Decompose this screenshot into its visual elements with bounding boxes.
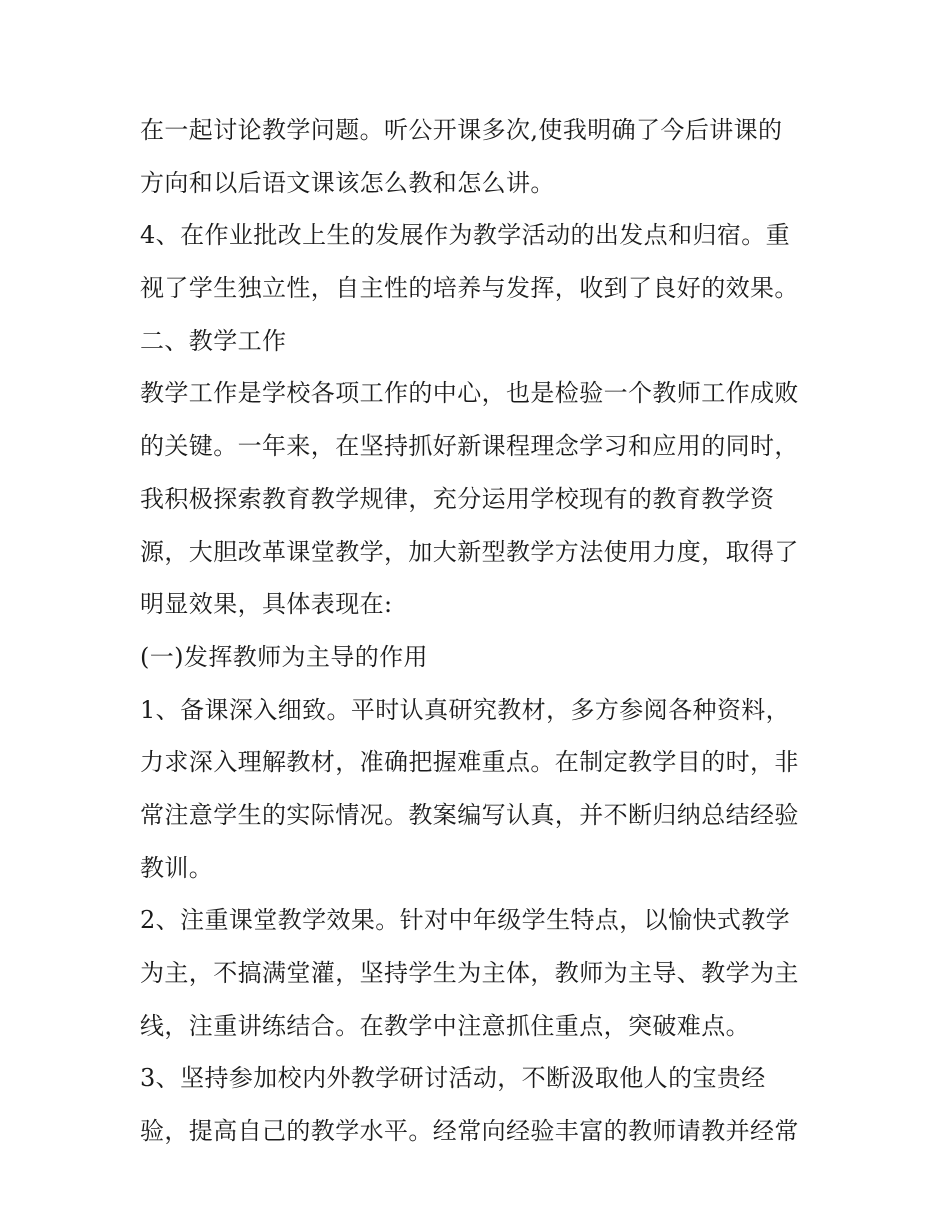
text-line: 明显效果，具体表现在: [140,590,393,619]
document-body [140,110,830,1164]
text-line: 线，注重讲练结合。在教学中注意抓住重点，突破难点。 [140,1011,750,1040]
text-line: 我积极探索教育教学规律，充分运用学校现有的教育教学资 [140,484,775,513]
text-line: 视了学生独立性，自主性的培养与发挥，收到了良好的效果。 [140,274,799,303]
section-heading: 二、教学工作 [140,326,287,355]
text-line: 4、在作业批改上生的发展作为教学活动的出发点和归宿。重 [140,221,791,250]
text-line: 力求深入理解教材，准确把握难重点。在制定教学目的时，非 [140,748,799,777]
text-line: 教训。 [140,853,214,882]
text-line: 验，提高自己的教学水平。经常向经验丰富的教师请教并经常 [140,1117,799,1146]
subsection-heading: (一)发挥教师为主导的作用 [140,642,428,671]
text-line: 常注意学生的实际情况。教案编写认真，并不断归纳总结经验 [140,800,799,829]
text-line: 3、坚持参加校内外教学研讨活动，不断汲取他人的宝贵经 [140,1064,766,1093]
text-line: 源，大胆改革课堂教学，加大新型教学方法使用力度，取得了 [140,537,799,566]
text-line: 1、备课深入细致。平时认真研究教材，多方参阅各种资料， [140,695,791,724]
text-line: 的关键。一年来，在坚持抓好新课程理念学习和应用的同时， [140,432,799,461]
text-line: 2、注重课堂教学效果。针对中年级学生特点，以愉快式教学 [140,906,791,935]
text-line: 在一起讨论教学问题。听公开课多次,使我明确了今后讲课的 [140,116,783,144]
text-line: 方向和以后语文课该怎么教和怎么讲。 [140,168,555,197]
text-line: 为主，不搞满堂灌，坚持学生为主体，教师为主导、教学为主 [140,959,799,987]
text-line: 教学工作是学校各项工作的中心，也是检验一个教师工作成败 [140,379,799,408]
